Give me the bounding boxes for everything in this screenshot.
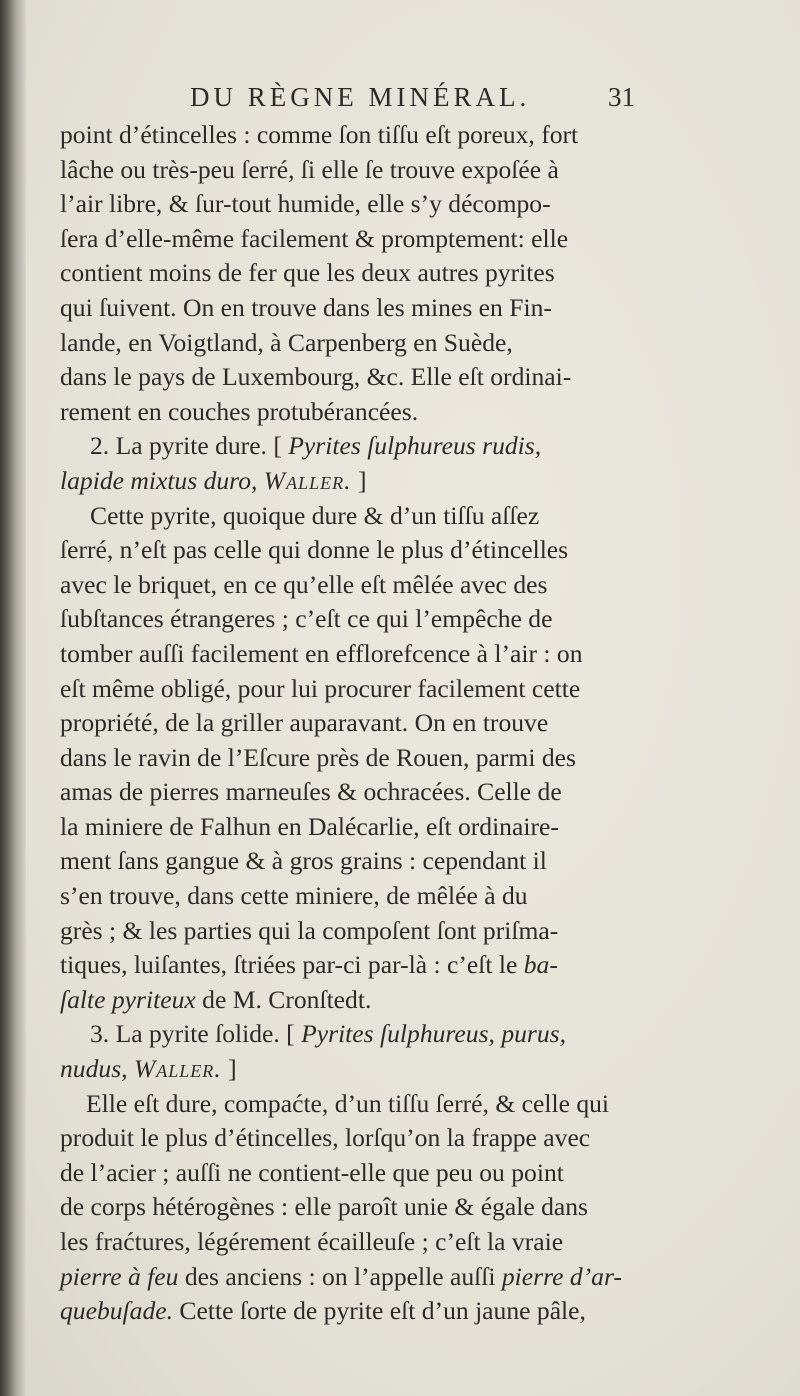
body-text xyxy=(60,118,660,1329)
text-line: propriété, de la griller auparavant. On en trouve xyxy=(60,708,549,738)
text-line: qui ſuivent. On en trouve dans les mines en Fin- xyxy=(60,292,552,322)
section-heading-2 xyxy=(60,429,660,464)
text-line: ſubſtances étrangeres ; c’eſt ce qui l’empêche de xyxy=(60,604,553,634)
section-heading-2-cont xyxy=(60,464,660,499)
text-line: contient moins de fer que les deux autres pyrites xyxy=(60,258,555,288)
heading-number: 3. La pyrite ſolide. [ xyxy=(90,1019,295,1049)
author-name: Waller. xyxy=(133,1054,222,1084)
text-line: produit le plus d’étincelles, lorſqu’on la frappe avec xyxy=(60,1123,591,1153)
text-line: ſera d’elle-même facilement & promptement: elle xyxy=(60,223,569,253)
page-binding-shadow xyxy=(0,0,26,1396)
section-heading-3 xyxy=(60,1017,660,1052)
text-line: dans le ravin de l’Eſcure près de Rouen, parmi des xyxy=(60,742,576,772)
text-line xyxy=(60,948,660,983)
latin-name: Pyrites ſulphureus rudis, xyxy=(288,431,542,461)
text-line: s’en trouve, dans cette miniere, de mêlée à du xyxy=(60,881,528,911)
italic-term: pierre à feu xyxy=(60,1261,179,1291)
heading-number: 2. La pyrite dure. [ xyxy=(90,431,282,461)
section-heading-3-cont xyxy=(60,1052,660,1087)
text-run: des anciens : on l’appelle auſſi xyxy=(184,1261,496,1291)
text-line: tomber auſſi facilement en efflorefcence à l’air : on xyxy=(60,638,583,668)
latin-name: lapide mixtus duro, xyxy=(60,465,258,495)
text-line: grès ; & les parties qui la compoſent ſont priſma- xyxy=(60,915,559,945)
text-line: amas de pierres marneuſes & ochracées. Celle de xyxy=(60,777,562,807)
text-line: lâche ou très-peu ſerré, ſi elle ſe trouve expoſée à xyxy=(60,154,559,184)
latin-name: Pyrites ſulphureus, purus, xyxy=(301,1019,567,1049)
text-line: rement en couches protubérancées. xyxy=(60,396,419,426)
running-title: DU RÈGNE MINÉRAL. xyxy=(190,82,531,112)
text-line: ment ſans gangue & à gros grains : cependant il xyxy=(60,846,547,876)
text-line: ſerré, n’eſt pas celle qui donne le plus d’étincelles xyxy=(60,535,569,565)
page-header xyxy=(0,82,800,122)
text-line: de corps hétérogènes : elle paroît unie & égale dans xyxy=(60,1192,589,1222)
text-run: Cette ſorte de pyrite eſt d’un jaune pâle, xyxy=(179,1296,586,1326)
text-line: eſt même obligé, pour lui procurer facilement cette xyxy=(60,673,581,703)
text-line xyxy=(60,1260,660,1295)
text-line: les fraćtures, légérement écailleuſe ; c’eſt la vraie xyxy=(60,1227,564,1256)
text-run: tiques, luiſantes, ſtriées par-ci par-là : c’eſt le xyxy=(60,950,518,980)
italic-term: quebuſade. xyxy=(60,1296,174,1326)
text-line: l’air libre, & ſur-tout humide, elle s’y décompo- xyxy=(60,189,551,219)
text-line: Cette pyrite, quoique dure & d’un tiſſu aſſez xyxy=(90,500,540,530)
page-number: 31 xyxy=(608,82,635,112)
bracket: ] xyxy=(228,1054,237,1084)
text-line: de l’acier ; auſſi ne contient-elle que peu ou point xyxy=(60,1157,564,1187)
italic-term: ſalte pyriteux xyxy=(60,984,196,1014)
text-line: dans le pays de Luxembourg, &c. Elle eſt ordinai- xyxy=(60,362,572,392)
text-line: lande, en Voigtland, à Carpenberg en Suède, xyxy=(60,327,513,357)
italic-term: ba- xyxy=(523,950,558,980)
text-line: Elle eſt dure, compaćte, d’un tiſſu ſerré, & celle qui xyxy=(86,1088,610,1118)
text-line xyxy=(60,1294,660,1329)
text-line xyxy=(60,983,660,1018)
italic-term: pierre d’ar- xyxy=(501,1261,622,1291)
latin-name: nudus, xyxy=(60,1054,128,1084)
text-run: de M. Cronſtedt. xyxy=(202,984,372,1014)
text-line: point d’étincelles : comme ſon tiſſu eſt poreux, fort xyxy=(60,120,579,149)
author-name: Waller. xyxy=(263,465,352,495)
text-line: avec le briquet, en ce qu’elle eſt mêlée avec des xyxy=(60,569,548,599)
text-line: la miniere de Falhun en Dalécarlie, eſt ordinaire- xyxy=(60,811,559,841)
bracket: ] xyxy=(357,465,367,495)
